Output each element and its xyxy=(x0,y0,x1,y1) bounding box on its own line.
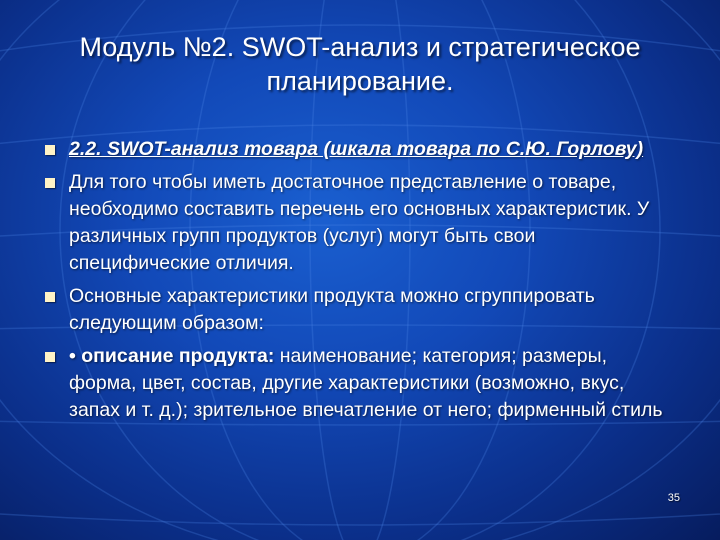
bullet-item-intro xyxy=(44,169,674,277)
square-bullet-icon xyxy=(45,178,55,188)
title-line-2: планирование. xyxy=(266,66,454,96)
bullet-item-groups xyxy=(44,283,674,337)
bullet-lead: • описание продукта: xyxy=(69,345,275,367)
square-bullet-icon xyxy=(45,145,55,155)
bullet-item-description xyxy=(44,343,674,424)
title-line-1: Модуль №2. SWOT-анализ и стратегическое xyxy=(79,32,641,62)
slide-number: 35 xyxy=(667,492,680,504)
bullet-text: наименование; категория; размеры, форма, цвет, состав, другие характеристики (возможно, вкус, запах и т. д.); зрительное впечатление от него; фирменный стиль xyxy=(69,345,663,421)
section-heading: 2.2. SWOT-анализ товара (шкала товара по С.Ю. Горлову) xyxy=(69,138,644,160)
slide-title xyxy=(40,30,680,98)
square-bullet-icon xyxy=(45,292,55,302)
bullet-text: Основные характеристики продукта можно сгруппировать следующим образом: xyxy=(69,285,595,334)
slide-content xyxy=(44,136,674,430)
bullet-item-heading xyxy=(44,136,674,163)
bullet-text: Для того чтобы иметь достаточное представление о товаре, необходимо составить перечень его основных характеристик. У различных групп продуктов (услуг) могут быть свои специфические отличия. xyxy=(69,171,650,274)
square-bullet-icon xyxy=(45,352,55,362)
